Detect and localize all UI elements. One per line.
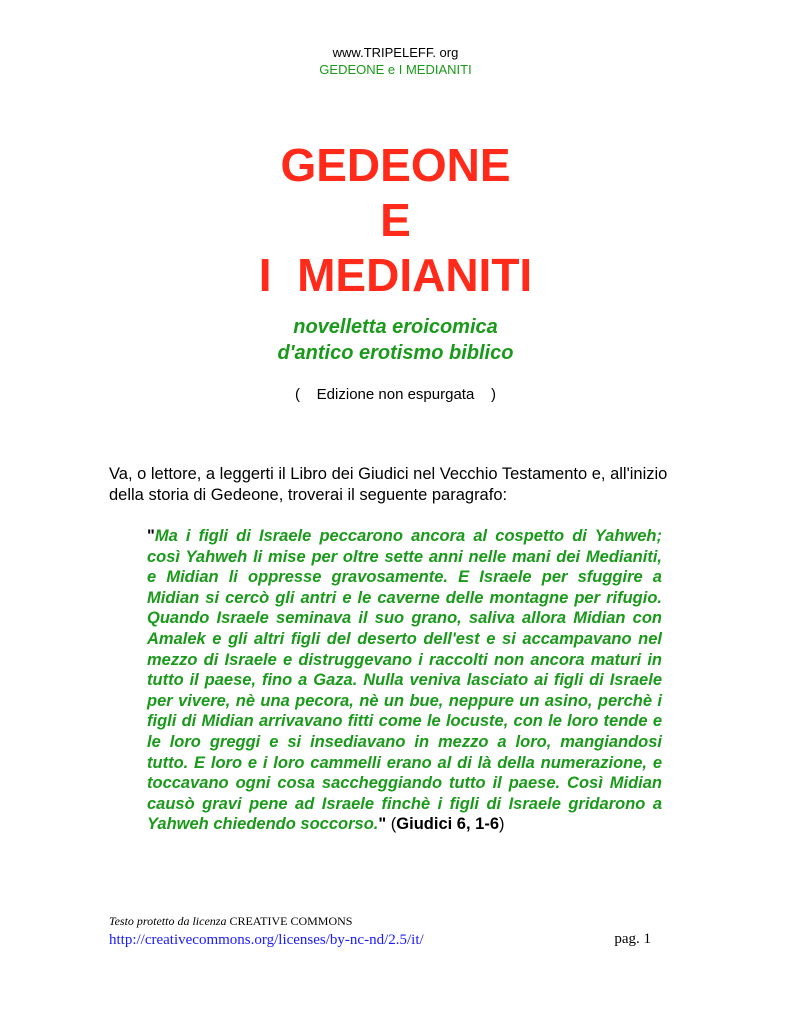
page-header bbox=[0, 44, 791, 78]
biblical-quote bbox=[147, 526, 662, 835]
intro-paragraph: Va, o lettore, a leggerti il Libro dei Giudici nel Vecchio Testamento e, all'inizio della storia di Gedeone, troverai il seguente paragrafo: bbox=[109, 465, 668, 504]
edition-note: ( Edizione non espurgata ) bbox=[295, 386, 496, 403]
site-name: www.TRIPELEFF. org bbox=[332, 45, 459, 60]
page-number: pag. 1 bbox=[614, 931, 651, 947]
license-prefix: Testo protetto da licenza bbox=[109, 914, 227, 928]
reference-open: ( bbox=[386, 815, 397, 834]
reference-close: ) bbox=[499, 815, 505, 834]
subtitle-line-1: novelletta eroicomica bbox=[293, 316, 498, 338]
title-line-3: I MEDIANITI bbox=[258, 249, 533, 301]
license-url-link[interactable]: http://creativecommons.org/licenses/by-nc-nd/2.5/it/ bbox=[109, 932, 424, 948]
page-footer bbox=[109, 914, 669, 949]
license-name: CREATIVE COMMONS bbox=[229, 914, 353, 928]
quote-text: Ma i figli di Israele peccarono ancora al cospetto di Yahweh; così Yahweh li mise per oltre sette anni nelle mani dei Medianiti, e Midian li oppresse gravosamente. E Israele per sfuggire a Midian si cercò gli antri e le caverne delle montagne per rifugio. Quando Israele seminava il suo grano, saliva allora Midian con Amalek e gli altri figli del deserto dell'est e si accampavano nel mezzo di Israele e distruggevano i raccolti non ancora maturi in tutto il paese, fino a Gaza. Nulla veniva lasciato ai figli di Israele per vivere, nè una pecora, nè un bue, neppure un asino, perchè i figli di Midian arrivavano fitti come le locuste, con le loro tende e le loro greggi e si insediavano in mezzo a loro, mangiandosi tutto. E loro e i loro cammelli erano al di là della numerazione, e toccavano ogni cosa saccheggiando tutto il paese. Così Midian causò gravi pene ad Israele finchè i figli di Israele gridarono a Yahweh chiedendo soccorso. bbox=[147, 527, 662, 834]
title-line-1: GEDEONE bbox=[280, 139, 511, 191]
document-title bbox=[0, 138, 791, 303]
header-subtitle: GEDEONE e I MEDIANITI bbox=[319, 62, 472, 77]
quote-open-mark: " bbox=[147, 527, 155, 545]
title-line-2: E bbox=[380, 194, 411, 246]
subtitle-line-2: d'antico erotismo biblico bbox=[277, 342, 514, 364]
document-subtitle bbox=[0, 314, 791, 366]
quote-close-mark: " bbox=[378, 815, 387, 834]
license-line bbox=[109, 914, 669, 929]
quote-reference: Giudici 6, 1-6 bbox=[396, 815, 499, 834]
